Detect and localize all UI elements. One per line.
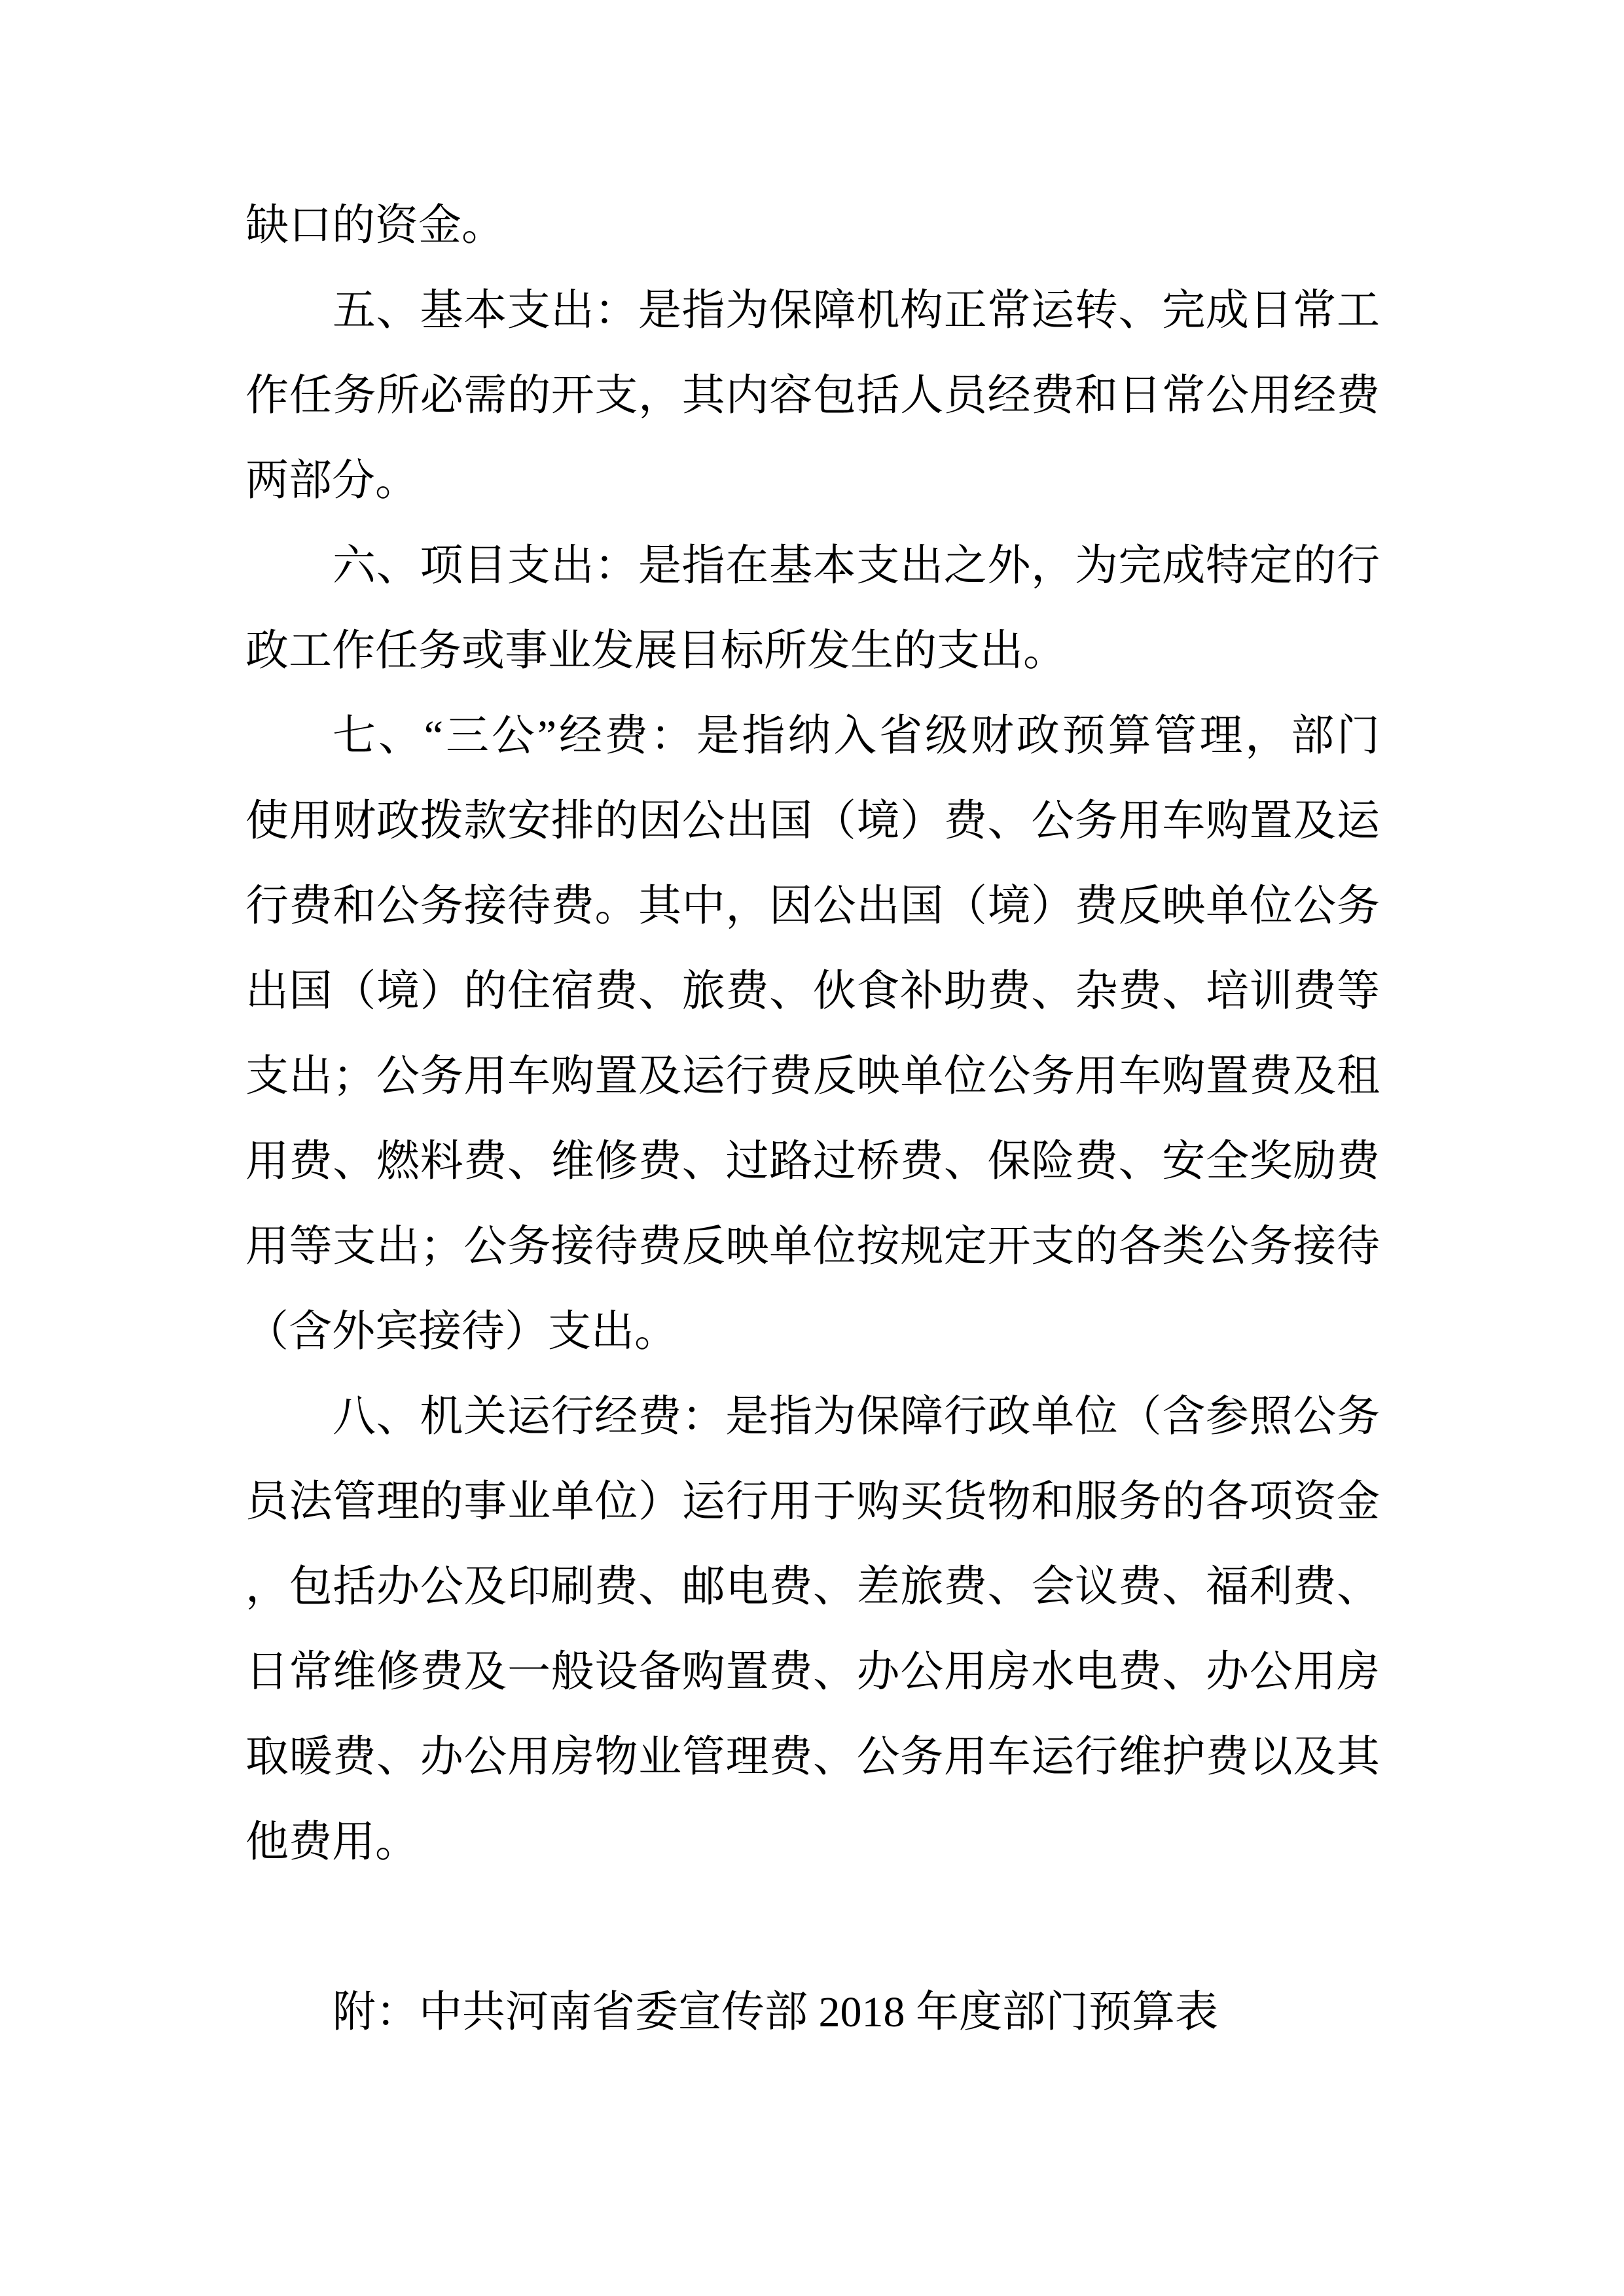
text-line: 行费和公务接待费。其中，因公出国（境）费反映单位公务 bbox=[245, 882, 1380, 930]
text-line: 八、机关运行经费：是指为保障行政单位（含参照公务 bbox=[333, 1393, 1380, 1441]
text-line: 缺口的资金。 bbox=[245, 202, 505, 249]
text-line: 用等支出；公务接待费反映单位按规定开支的各类公务接待 bbox=[245, 1223, 1380, 1270]
text-line: 两部分。 bbox=[245, 457, 418, 505]
text-line: 用费、燃料费、维修费、过路过桥费、保险费、安全奖励费 bbox=[245, 1138, 1380, 1185]
text-line: 政工作任务或事业发展目标所发生的支出。 bbox=[245, 627, 1066, 675]
text-line: 支出；公务用车购置及运行费反映单位公务用车购置费及租 bbox=[245, 1052, 1380, 1100]
text-line: （含外宾接待）支出。 bbox=[245, 1308, 677, 1355]
text-line: 七、“三公”经费：是指纳入省级财政预算管理，部门 bbox=[333, 712, 1380, 760]
text-line: 取暖费、办公用房物业管理费、公务用车运行维护费以及其 bbox=[245, 1733, 1380, 1781]
text-line: 五、基本支出：是指为保障机构正常运转、完成日常工 bbox=[333, 287, 1380, 334]
text-line: 出国（境）的住宿费、旅费、伙食补助费、杂费、培训费等 bbox=[245, 967, 1380, 1015]
text-line: 六、项目支出：是指在基本支出之外，为完成特定的行 bbox=[333, 542, 1380, 590]
attachment-note: 附：中共河南省委宣传部 2018 年度部门预算表 bbox=[333, 1988, 1218, 2036]
text-line: 他费用。 bbox=[245, 1818, 418, 1866]
text-line: 使用财政拨款安排的因公出国（境）费、公务用车购置及运 bbox=[245, 797, 1380, 845]
text-line: 员法管理的事业单位）运行用于购买货物和服务的各项资金 bbox=[245, 1478, 1380, 1526]
document-body bbox=[245, 183, 1380, 2055]
text-line: ，包括办公及印刷费、邮电费、差旅费、会议费、福利费、 bbox=[245, 1563, 1380, 1611]
text-line: 作任务所必需的开支，其内容包括人员经费和日常公用经费 bbox=[245, 372, 1380, 420]
text-line: 日常维修费及一般设备购置费、办公用房水电费、办公用房 bbox=[245, 1648, 1380, 1696]
